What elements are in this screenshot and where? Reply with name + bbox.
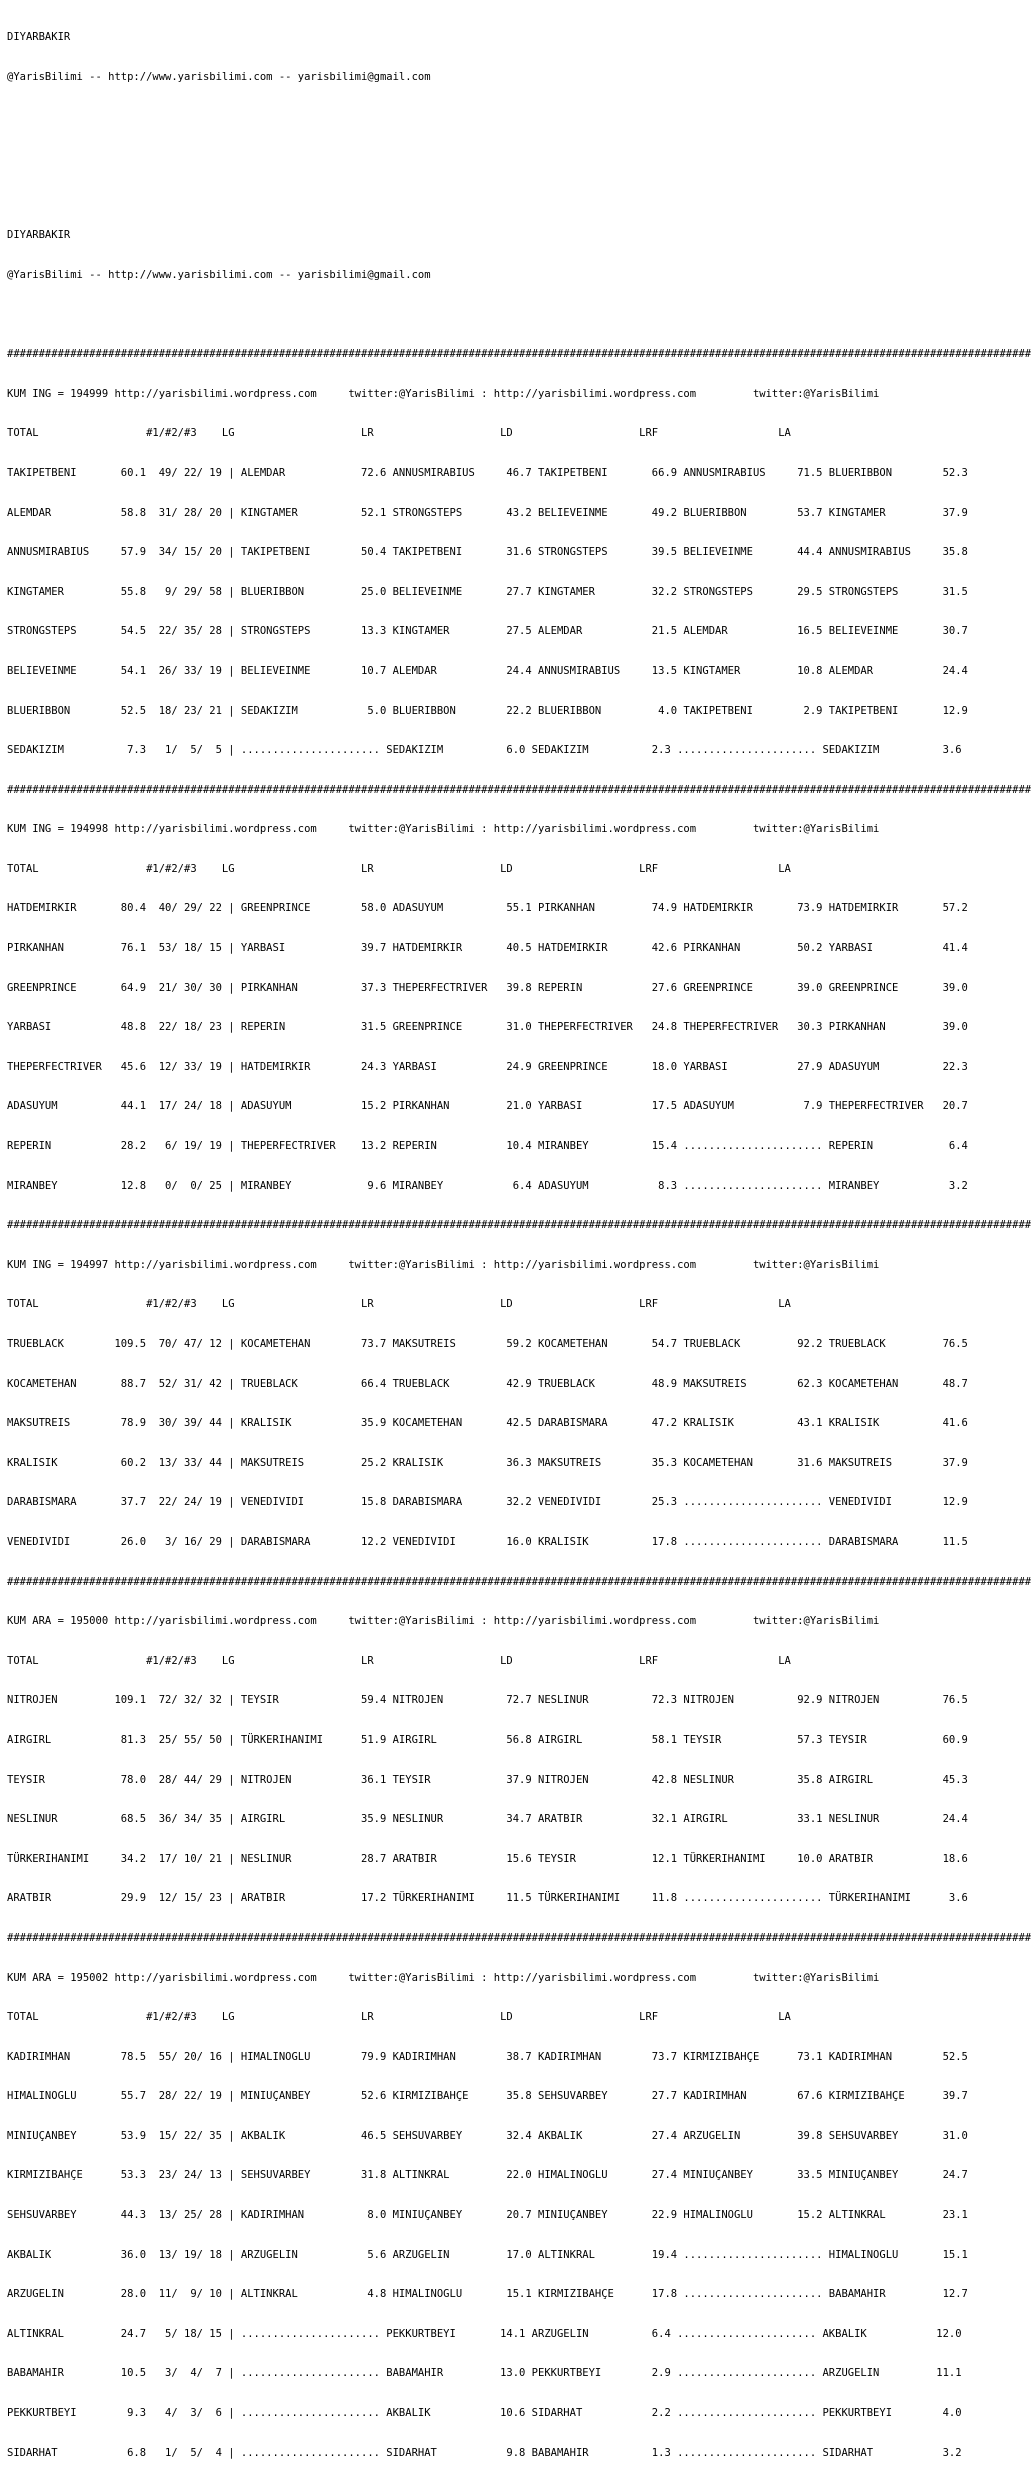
table-row: AKBALIK 36.0 13/ 19/ 18 | ARZUGELIN 5.6 ARZUGELIN 17.0 ALTINKRAL 19.4 ...................... HIMALINOGLU 15.1	[7, 2248, 968, 2261]
table-row: DARABISMARA 37.7 22/ 24/ 19 | VENEDIVIDI 15.8 DARABISMARA 32.2 VENEDIVIDI 25.3 ...................... VENEDIVIDI 12.9	[7, 1496, 968, 1509]
table-row: BELIEVEINME 54.1 26/ 33/ 19 | BELIEVEINME 10.7 ALEMDAR 24.4 ANNUSMIRABIUS 13.5 KINGTAMER 10.8 ALEMDAR 24.4	[7, 664, 968, 677]
table-row: KOCAMETEHAN 88.7 52/ 31/ 42 | TRUEBLACK 66.4 TRUEBLACK 42.9 TRUEBLACK 48.9 MAKSUTREIS 62.3 KOCAMETEHAN 48.7	[7, 1377, 968, 1390]
table-row: NITROJEN 109.1 72/ 32/ 32 | TEYSIR 59.4 NITROJEN 72.7 NESLINUR 72.3 NITROJEN 92.9 NITROJEN 76.5	[7, 1694, 968, 1707]
table-row: VENEDIVIDI 26.0 3/ 16/ 29 | DARABISMARA 12.2 VENEDIVIDI 16.0 KRALISIK 17.8 ...................... DARABISMARA 11.5	[7, 1535, 968, 1548]
race-header: KUM ING = 194998 http://yarisbilimi.wordpress.com twitter:@YarisBilimi : http://yarisbilimi.wordpress.com twitter:@YarisBilimi	[7, 823, 880, 836]
table-row: MINIUÇANBEY 53.9 15/ 22/ 35 | AKBALIK 46.5 SEHSUVARBEY 32.4 AKBALIK 27.4 ARZUGELIN 39.8 SEHSUVARBEY 31.0	[7, 2129, 968, 2142]
table-row: HATDEMIRKIR 80.4 40/ 29/ 22 | GREENPRINCE 58.0 ADASUYUM 55.1 PIRKANHAN 74.9 HATDEMIRKIR 73.9 HATDEMIRKIR 57.2	[7, 902, 968, 915]
table-row: ALEMDAR 58.8 31/ 28/ 20 | KINGTAMER 52.1 STRONGSTEPS 43.2 BELIEVEINME 49.2 BLUERIBBON 53.7 KINGTAMER 37.9	[7, 506, 968, 519]
table-row: BLUERIBBON 52.5 18/ 23/ 21 | SEDAKIZIM 5.0 BLUERIBBON 22.2 BLUERIBBON 4.0 TAKIPETBENI 2.9 TAKIPETBENI 12.9	[7, 704, 968, 717]
text-line	[7, 309, 1024, 322]
table-row: PEKKURTBEYI 9.3 4/ 3/ 6 | ...................... AKBALIK 10.6 SIDARHAT 2.2 ...................... PEKKURTBEYI 4.0	[7, 2407, 962, 2420]
table-row: HIMALINOGLU 55.7 28/ 22/ 19 | MINIUÇANBEY 52.6 KIRMIZIBAHÇE 35.8 SEHSUVARBEY 27.7 KADIRIMHAN 67.6 KIRMIZIBAHÇE 39.7	[7, 2090, 968, 2103]
race-header: KUM ING = 194997 http://yarisbilimi.wordpress.com twitter:@YarisBilimi : http://yarisbilimi.wordpress.com twitter:@YarisBilimi	[7, 1258, 880, 1271]
table-row: ANNUSMIRABIUS 57.9 34/ 15/ 20 | TAKIPETBENI 50.4 TAKIPETBENI 31.6 STRONGSTEPS 39.5 BELIEVEINME 44.4 ANNUSMIRABIUS 35.8	[7, 546, 968, 559]
table-row: ALTINKRAL 24.7 5/ 18/ 15 | ...................... PEKKURTBEYI 14.1 ARZUGELIN 6.4 ...................... AKBALIK 12.0	[7, 2327, 962, 2340]
table-row: REPERIN 28.2 6/ 19/ 19 | THEPERFECTRIVER 13.2 REPERIN 10.4 MIRANBEY 15.4 ...................... REPERIN 6.4	[7, 1140, 968, 1153]
column-header: TOTAL #1/#2/#3 LG LR LD LRF LA	[7, 427, 791, 440]
table-row: AIRGIRL 81.3 25/ 55/ 50 | TÜRKERIHANIMI 51.9 AIRGIRL 56.8 AIRGIRL 58.1 TEYSIR 57.3 TEYSIR 60.9	[7, 1733, 968, 1746]
separator-line: ##################################################################################################################################################################	[7, 1219, 1031, 1232]
table-row: ARZUGELIN 28.0 11/ 9/ 10 | ALTINKRAL 4.8 HIMALINOGLU 15.1 KIRMIZIBAHÇE 17.8 ...................... BABAMAHIR 12.7	[7, 2288, 968, 2301]
table-row: TÜRKERIHANIMI 34.2 17/ 10/ 21 | NESLINUR 28.7 ARATBIR 15.6 TEYSIR 12.1 TÜRKERIHANIMI 10.0 ARATBIR 18.6	[7, 1852, 968, 1865]
table-row: SEHSUVARBEY 44.3 13/ 25/ 28 | KADIRIMHAN 8.0 MINIUÇANBEY 20.7 MINIUÇANBEY 22.9 HIMALINOGLU 15.2 ALTINKRAL 23.1	[7, 2209, 968, 2222]
race-header: KUM ARA = 195000 http://yarisbilimi.wordpress.com twitter:@YarisBilimi : http://yarisbilimi.wordpress.com twitter:@YarisBilimi	[7, 1615, 880, 1628]
table-row: TAKIPETBENI 60.1 49/ 22/ 19 | ALEMDAR 72.6 ANNUSMIRABIUS 46.7 TAKIPETBENI 66.9 ANNUSMIRABIUS 71.5 BLUERIBBON 52.3	[7, 466, 968, 479]
column-header: TOTAL #1/#2/#3 LG LR LD LRF LA	[7, 862, 791, 875]
table-row: THEPERFECTRIVER 45.6 12/ 33/ 19 | HATDEMIRKIR 24.3 YARBASI 24.9 GREENPRINCE 18.0 YARBASI 27.9 ADASUYUM 22.3	[7, 1060, 968, 1073]
table-row: BABAMAHIR 10.5 3/ 4/ 7 | ...................... BABAMAHIR 13.0 PEKKURTBEYI 2.9 ...................... ARZUGELIN 11.1	[7, 2367, 962, 2380]
table-row: MAKSUTREIS 78.9 30/ 39/ 44 | KRALISIK 35.9 KOCAMETEHAN 42.5 DARABISMARA 47.2 KRALISIK 43.1 KRALISIK 41.6	[7, 1417, 968, 1430]
table-row: PIRKANHAN 76.1 53/ 18/ 15 | YARBASI 39.7 HATDEMIRKIR 40.5 HATDEMIRKIR 42.6 PIRKANHAN 50.2 YARBASI 41.4	[7, 942, 968, 955]
table-row: STRONGSTEPS 54.5 22/ 35/ 28 | STRONGSTEPS 13.3 KINGTAMER 27.5 ALEMDAR 21.5 ALEMDAR 16.5 BELIEVEINME 30.7	[7, 625, 968, 638]
text-line: DIYARBAKIR	[7, 31, 71, 44]
table-row: TEYSIR 78.0 28/ 44/ 29 | NITROJEN 36.1 TEYSIR 37.9 NITROJEN 42.8 NESLINUR 35.8 AIRGIRL 45.3	[7, 1773, 968, 1786]
table-row: KRALISIK 60.2 13/ 33/ 44 | MAKSUTREIS 25.2 KRALISIK 36.3 MAKSUTREIS 35.3 KOCAMETEHAN 31.6 MAKSUTREIS 37.9	[7, 1456, 968, 1469]
column-header: TOTAL #1/#2/#3 LG LR LD LRF LA	[7, 1298, 791, 1311]
table-row: KINGTAMER 55.8 9/ 29/ 58 | BLUERIBBON 25.0 BELIEVEINME 27.7 KINGTAMER 32.2 STRONGSTEPS 29.5 STRONGSTEPS 31.5	[7, 585, 968, 598]
text-line	[7, 190, 1024, 203]
text-line: DIYARBAKIR	[7, 229, 71, 242]
table-row: NESLINUR 68.5 36/ 34/ 35 | AIRGIRL 35.9 NESLINUR 34.7 ARATBIR 32.1 AIRGIRL 33.1 NESLINUR 24.4	[7, 1813, 968, 1826]
table-row: SIDARHAT 6.8 1/ 5/ 4 | ...................... SIDARHAT 9.8 BABAMAHIR 1.3 ...................... SIDARHAT 3.2	[7, 2446, 962, 2459]
text-line: @YarisBilimi -- http://www.yarisbilimi.com -- yarisbilimi@gmail.com	[7, 71, 431, 83]
table-row: GREENPRINCE 64.9 21/ 30/ 30 | PIRKANHAN 37.3 THEPERFECTRIVER 39.8 REPERIN 27.6 GREENPRINCE 39.0 GREENPRINCE 39.0	[7, 981, 968, 994]
table-row: ADASUYUM 44.1 17/ 24/ 18 | ADASUYUM 15.2 PIRKANHAN 21.0 YARBASI 17.5 ADASUYUM 7.9 THEPERFECTRIVER 20.7	[7, 1100, 968, 1113]
table-row: KADIRIMHAN 78.5 55/ 20/ 16 | HIMALINOGLU 79.9 KADIRIMHAN 38.7 KADIRIMHAN 73.7 KIRMIZIBAHÇE 73.1 KADIRIMHAN 52.5	[7, 2050, 968, 2063]
column-header: TOTAL #1/#2/#3 LG LR LD LRF LA	[7, 1654, 791, 1667]
table-row: MIRANBEY 12.8 0/ 0/ 25 | MIRANBEY 9.6 MIRANBEY 6.4 ADASUYUM 8.3 ...................... MIRANBEY 3.2	[7, 1179, 968, 1192]
table-row: YARBASI 48.8 22/ 18/ 23 | REPERIN 31.5 GREENPRINCE 31.0 THEPERFECTRIVER 24.8 THEPERFECTRIVER 30.3 PIRKANHAN 39.0	[7, 1021, 968, 1034]
separator-line: ##################################################################################################################################################################	[7, 783, 1031, 796]
text-line	[7, 150, 1024, 163]
text-line: @YarisBilimi -- http://www.yarisbilimi.com -- yarisbilimi@gmail.com	[7, 268, 431, 281]
separator-line: ##################################################################################################################################################################	[7, 1931, 1031, 1944]
separator-line: ##################################################################################################################################################################	[7, 1575, 1031, 1588]
text-line	[7, 111, 1024, 124]
separator-line: ##################################################################################################################################################################	[7, 348, 1031, 361]
table-row: ARATBIR 29.9 12/ 15/ 23 | ARATBIR 17.2 TÜRKERIHANIMI 11.5 TÜRKERIHANIMI 11.8 ...................... TÜRKERIHANIMI 3.6	[7, 1892, 968, 1905]
race-header: KUM ARA = 195002 http://yarisbilimi.wordpress.com twitter:@YarisBilimi : http://yarisbilimi.wordpress.com twitter:@YarisBilimi	[7, 1971, 880, 1984]
column-header: TOTAL #1/#2/#3 LG LR LD LRF LA	[7, 2011, 791, 2024]
table-row: SEDAKIZIM 7.3 1/ 5/ 5 | ...................... SEDAKIZIM 6.0 SEDAKIZIM 2.3 ...................... SEDAKIZIM 3.6	[7, 744, 962, 757]
table-row: TRUEBLACK 109.5 70/ 47/ 12 | KOCAMETEHAN 73.7 MAKSUTREIS 59.2 KOCAMETEHAN 54.7 TRUEBLACK 92.2 TRUEBLACK 76.5	[7, 1338, 968, 1350]
race-header: KUM ING = 194999 http://yarisbilimi.wordpress.com twitter:@YarisBilimi : http://yarisbilimi.wordpress.com twitter:@YarisBilimi	[7, 387, 880, 400]
table-row: KIRMIZIBAHÇE 53.3 23/ 24/ 13 | SEHSUVARBEY 31.8 ALTINKRAL 22.0 HIMALINOGLU 27.4 MINIUÇANBEY 33.5 MINIUÇANBEY 24.7	[7, 2169, 968, 2182]
